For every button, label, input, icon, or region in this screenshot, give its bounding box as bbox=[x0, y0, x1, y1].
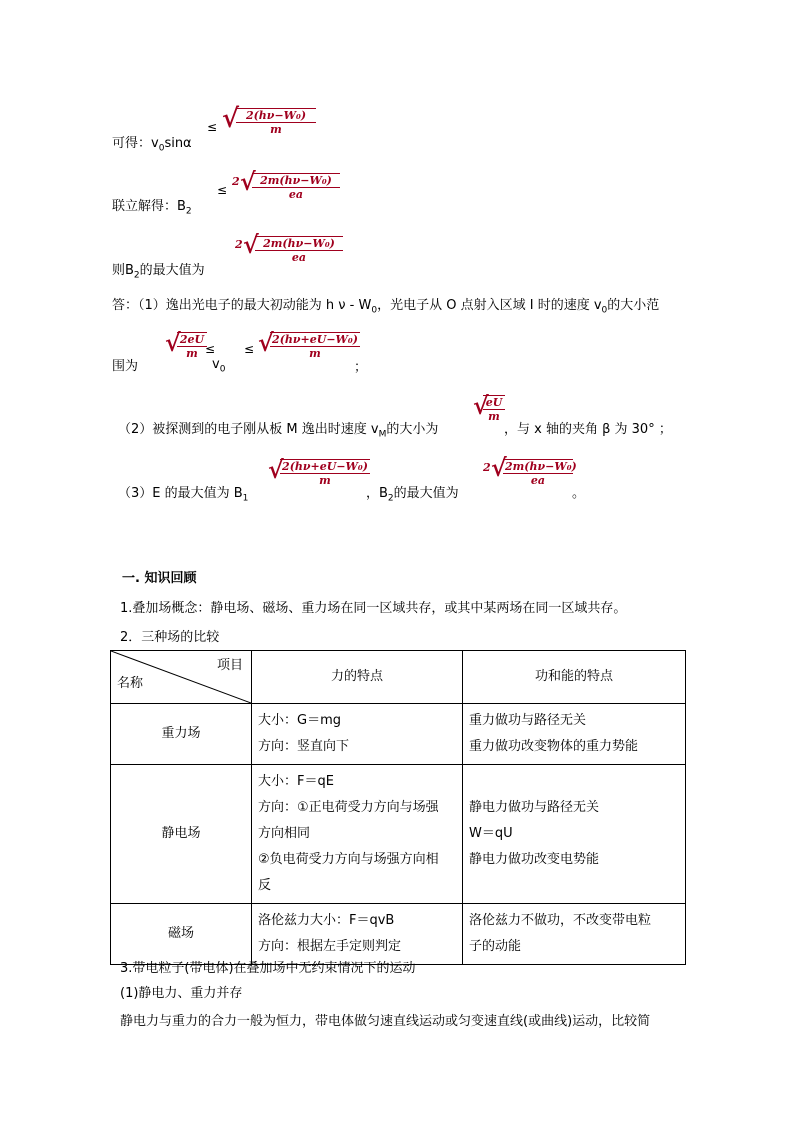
row-force bbox=[252, 765, 463, 904]
header-name-label: 名称 bbox=[117, 676, 144, 691]
table-row bbox=[111, 765, 686, 904]
table-row bbox=[111, 704, 686, 765]
force-line: 方向：根据左手定则判定 bbox=[258, 939, 402, 954]
energy-line: 重力做功与路径无关 bbox=[469, 713, 587, 728]
row-energy bbox=[463, 904, 686, 965]
force-line: 方向：竖直向下 bbox=[258, 739, 350, 754]
answer-1: 答：（1）逸出光电子的最大初动能为 h ν - $W_0$，光电子从 O 点射入区域 I 时的速度 $v_0$的大小范 bbox=[112, 298, 660, 316]
energy-line: 静电力做功改变电势能 bbox=[469, 852, 600, 867]
table-header-row bbox=[111, 651, 686, 704]
row-name: 磁场 bbox=[111, 904, 252, 965]
answer-3: （3）E 的最大值为 $B_1$ bbox=[118, 486, 249, 504]
answer-3-mid: ，$B_2$的最大值为 bbox=[366, 486, 459, 504]
review-para-5: 静电力与重力的合力一般为恒力，带电体做匀速直线运动或匀变速直线(或曲线)运动，比较简 bbox=[120, 1014, 651, 1029]
energy-line: 重力做功改变物体的重力势能 bbox=[469, 739, 639, 754]
line2-label: 联立解得：$B_2$ bbox=[112, 199, 192, 217]
answer-2: （2）被探测到的电子刚从板 M 逸出时速度 $v_M$的大小为 bbox=[118, 422, 439, 440]
energy-line: 子的动能 bbox=[469, 939, 522, 954]
review-para-3: 3.带电粒子(带电体)在叠加场中无约束情况下的运动 bbox=[120, 961, 416, 976]
row-name: 重力场 bbox=[111, 704, 252, 765]
header-item-label: 项目 bbox=[216, 658, 243, 673]
force-line: ②负电荷受力方向与场强方向相 bbox=[258, 852, 439, 867]
table-row bbox=[111, 904, 686, 965]
header-diagonal-cell bbox=[111, 651, 252, 704]
row-energy bbox=[463, 765, 686, 904]
line1-label: 可得：$v_0\sin\alpha$ bbox=[112, 136, 192, 154]
row-energy bbox=[463, 704, 686, 765]
review-para-1: 1.叠加场概念：静电场、磁场、重力场在同一区域共存，或其中某两场在同一区域共存。 bbox=[120, 601, 627, 616]
energy-line: 静电力做功与路径无关 bbox=[469, 800, 600, 815]
force-line: 方向相同 bbox=[258, 826, 311, 841]
answer-2-end: ，与 x 轴的夹角 β 为 30° ； bbox=[504, 422, 672, 437]
leq-sign-1: ≤ bbox=[207, 120, 218, 134]
force-line: 方向：①正电荷受力方向与场强 bbox=[258, 800, 439, 815]
row-name: 静电场 bbox=[111, 765, 252, 904]
energy-line: W＝qU bbox=[469, 826, 513, 841]
force-line: 洛伦兹力大小：F＝qvB bbox=[258, 913, 395, 928]
answer-3-end: 。 bbox=[572, 486, 586, 501]
leq-sign-3: ≤ bbox=[205, 342, 216, 356]
review-para-2: 2．三种场的比较 bbox=[120, 630, 220, 645]
row-force bbox=[252, 904, 463, 965]
semicolon-1: ； bbox=[354, 360, 368, 375]
leq-sign-4: ≤ bbox=[244, 342, 255, 356]
force-line: 大小：F＝qE bbox=[258, 774, 334, 789]
answer-1-range-label: 围为 bbox=[112, 359, 139, 374]
review-para-4: (1)静电力、重力并存 bbox=[120, 986, 243, 1001]
energy-line: 洛伦兹力不做功，不改变带电粒 bbox=[469, 913, 652, 928]
col-header-energy: 功和能的特点 bbox=[463, 651, 686, 704]
line3-label: 则$B_2$的最大值为 bbox=[112, 263, 205, 281]
section-heading: 一. 知识回顾 bbox=[122, 571, 197, 586]
col-header-force: 力的特点 bbox=[252, 651, 463, 704]
force-line: 大小：G＝mg bbox=[258, 713, 341, 728]
row-force bbox=[252, 704, 463, 765]
force-line: 反 bbox=[258, 878, 272, 893]
comparison-table bbox=[110, 650, 686, 965]
leq-sign-2: ≤ bbox=[217, 183, 228, 197]
v0-symbol: $v_0$ bbox=[212, 357, 226, 375]
